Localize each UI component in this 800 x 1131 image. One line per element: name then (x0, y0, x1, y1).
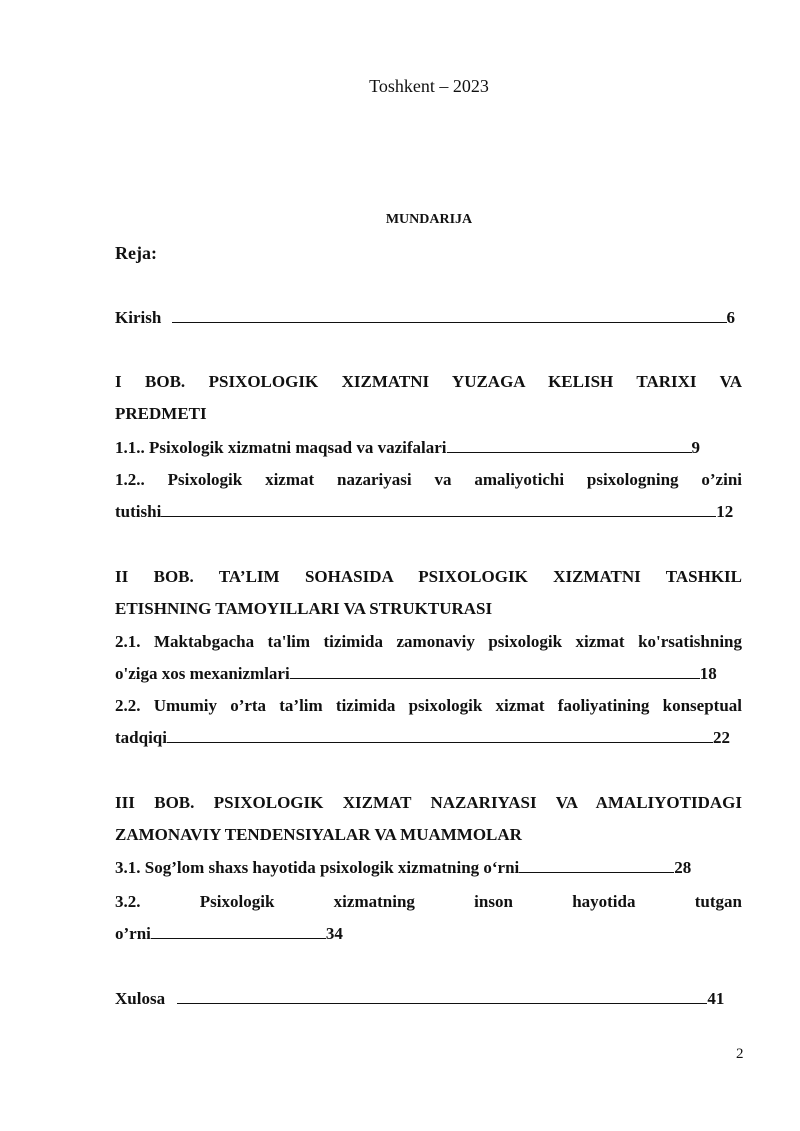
toc-entry-3-1 (115, 852, 742, 884)
toc-entry-label: o’rni (115, 924, 151, 943)
toc-page-number: 9 (691, 438, 700, 457)
toc-entry-2-2-line-1: 2.2. Umumiy o’rta ta’lim tizimida psixologik xizmat faoliyatining konseptual (115, 696, 742, 715)
toc-page-number: 22 (712, 728, 730, 747)
page-number: 2 (736, 1046, 744, 1062)
toc-entry-label: o'ziga xos mexanizmlari (115, 664, 290, 683)
toc-leader (447, 435, 692, 453)
toc-entry-conclusion (115, 983, 742, 1015)
toc-leader (151, 921, 326, 939)
toc-leader (290, 661, 700, 679)
toc-page-number: 12 (716, 502, 734, 521)
chapter-3-title-line-1: III BOB. PSIXOLOGIK XIZMAT NAZARIYASI VA AMALIYOTIDAGI (115, 793, 742, 812)
toc-leader (172, 305, 727, 323)
toc-entry-label: tutishi (115, 502, 162, 521)
toc-entry-intro (115, 302, 742, 334)
toc-entry-3-2-line-2 (115, 918, 742, 950)
city-year: Toshkent – 2023 (369, 76, 489, 96)
toc-page-number: 34 (325, 924, 343, 943)
toc-leader (177, 986, 707, 1004)
toc-leader (519, 855, 674, 873)
toc-leader (161, 499, 716, 517)
toc-heading: MUNDARIJA (385, 212, 473, 227)
toc-entry-2-1-line-2 (115, 658, 742, 690)
chapter-1-title-line-1: I BOB. PSIXOLOGIK XIZMATNI YUZAGA KELISH TARIXI VA (115, 372, 742, 391)
plan-label: Reja: (115, 243, 157, 263)
toc-page-number: 18 (699, 664, 717, 683)
toc-leader (167, 725, 713, 743)
toc-entry-1-2-line-1: 1.2.. Psixologik xizmat nazariyasi va amaliyotichi psixologning o’zini (115, 470, 742, 489)
toc-entry-2-1-line-1: 2.1. Maktabgacha ta'lim tizimida zamonaviy psixologik xizmat ko'rsatishning (115, 632, 742, 651)
toc-page-number: 6 (726, 308, 736, 327)
toc-page-number: 41 (707, 989, 725, 1008)
toc-entry-1-2-line-2 (115, 496, 742, 528)
toc-entry-2-2-line-2 (115, 722, 742, 754)
toc-entry-label: 3.1. Sog’lom shaxs hayotida psixologik xizmatning o‘rni (115, 858, 520, 877)
toc-entry-3-2-line-1: 3.2. Psixologik xizmatning inson hayotida tutgan (115, 892, 742, 911)
chapter-1-title-line-2: PREDMETI (115, 404, 207, 423)
toc-entry-label: Kirish (115, 308, 162, 327)
chapter-3-title-line-2: ZAMONAVIY TENDENSIYALAR VA MUAMMOLAR (115, 825, 522, 844)
chapter-2-title-line-2: ETISHNING TAMOYILLARI VA STRUKTURASI (115, 599, 493, 618)
toc-page-number: 28 (674, 858, 692, 877)
toc-entry-label: Xulosa (115, 989, 166, 1008)
toc-entry-1-1 (115, 432, 742, 464)
chapter-2-title-line-1: II BOB. TA’LIM SOHASIDA PSIXOLOGIK XIZMATNI TASHKIL (115, 567, 742, 586)
toc-entry-label: 1.1.. Psixologik xizmatni maqsad va vazifalari (115, 438, 447, 457)
toc-entry-label: tadqiqi (115, 728, 167, 747)
